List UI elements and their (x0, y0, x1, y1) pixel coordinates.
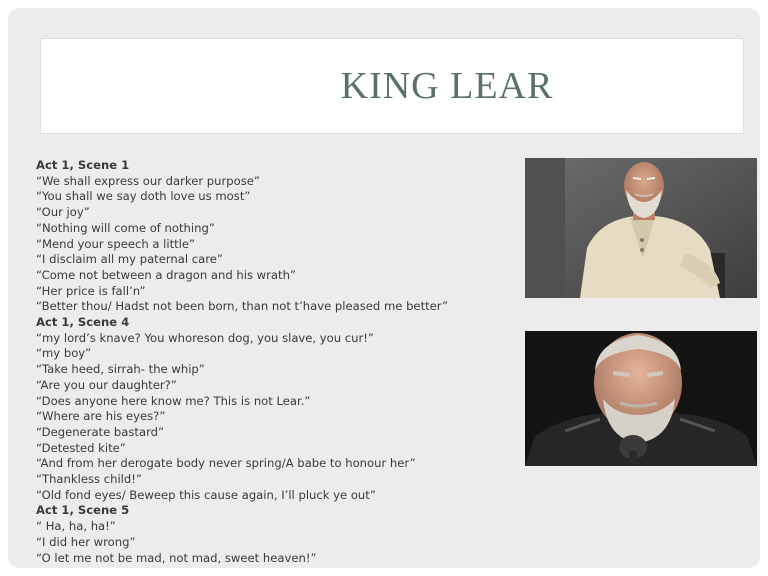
quote-line: “Thankless child!” (36, 472, 142, 487)
quote-line: “Take heed, sirrah- the whip” (36, 362, 205, 377)
quote-list (36, 158, 516, 566)
lear-photo-1 (525, 158, 757, 298)
scene-heading: Act 1, Scene 4 (36, 315, 130, 330)
quote-line: “Mend your speech a little” (36, 236, 196, 251)
quote-line: “Better thou/ Hadst not been born, than not t’have pleased me better” (36, 299, 449, 314)
quote-line: “And from her derogate body never spring/A babe to honour her” (36, 456, 416, 471)
scene-heading: Act 1, Scene 5 (36, 503, 130, 518)
quote-line: “my boy” (36, 346, 92, 361)
lear-photo-2-image (525, 331, 757, 466)
quote-line: “You shall we say doth love us most” (36, 189, 251, 204)
quote-line: “Old fond eyes/ Beweep this cause again, I’ll pluck ye out” (36, 487, 376, 502)
quote-line: “Nothing will come of nothing” (36, 220, 215, 235)
quote-line: “ Ha, ha, ha!” (36, 519, 116, 534)
scene-heading: Act 1, Scene 1 (36, 158, 130, 172)
slide (8, 8, 760, 568)
quote-line: “Her price is fall’n” (36, 283, 146, 298)
lear-photo-2 (525, 331, 757, 466)
quote-line: “I disclaim all my paternal care” (36, 252, 223, 267)
quote-line: “Detested kite” (36, 440, 126, 455)
quote-line: “my lord’s knave? You whoreson dog, you slave, you cur!” (36, 330, 374, 345)
quote-line: “O let me not be mad, not mad, sweet heaven!” (36, 550, 317, 565)
quote-line: “Does anyone here know me? This is not Lear.” (36, 393, 311, 408)
quote-line: “I did her wrong” (36, 534, 136, 549)
quote-line: “Where are his eyes?” (36, 409, 166, 424)
quote-line: “We shall express our darker purpose” (36, 173, 260, 188)
slide-title: KING LEAR (340, 65, 554, 107)
quote-line: “Are you our daughter?” (36, 377, 177, 392)
quote-line: “Come not between a dragon and his wrath” (36, 267, 296, 282)
quote-line: “Our joy” (36, 205, 90, 220)
quote-line: “Degenerate bastard” (36, 424, 165, 439)
title-box (40, 38, 744, 134)
lear-photo-1-image (525, 158, 757, 298)
